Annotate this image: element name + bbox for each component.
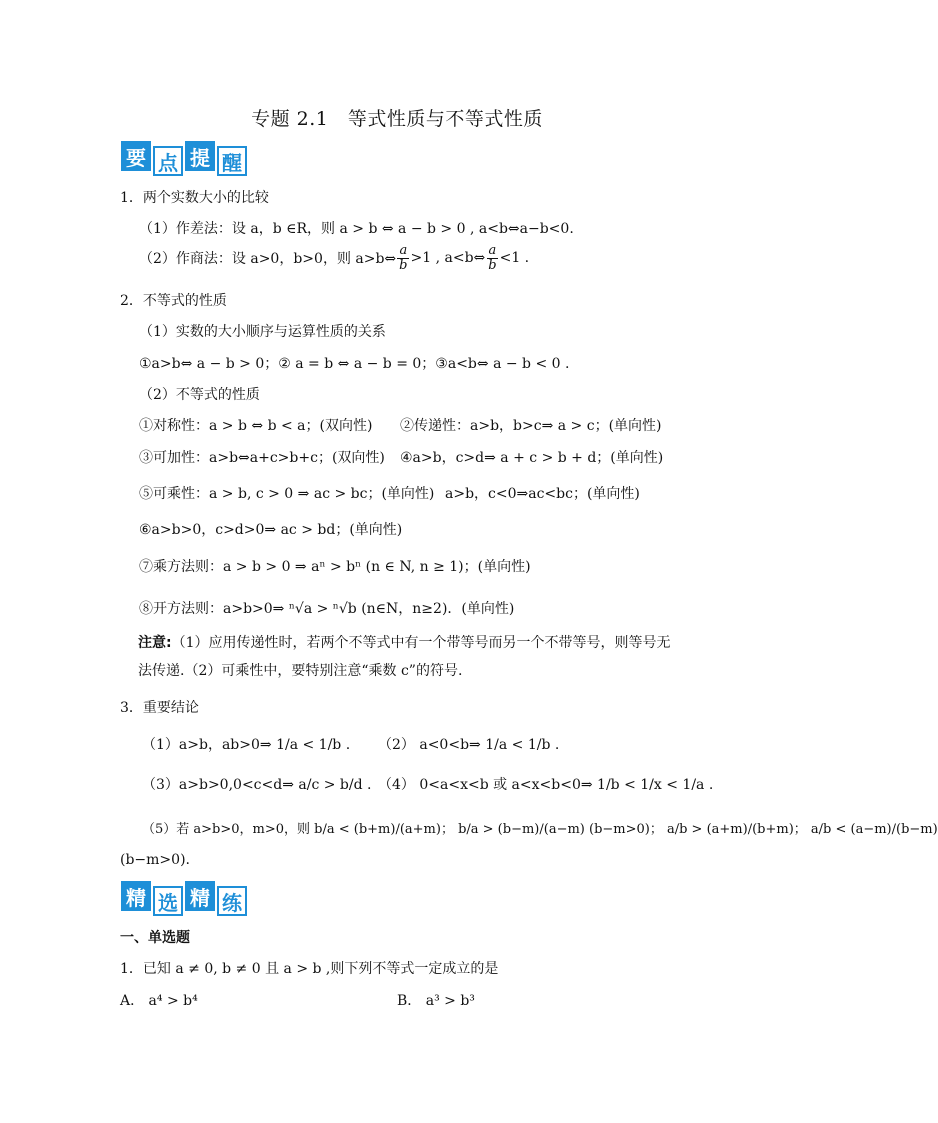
property-power-rule: ⑦乘方法则：a > b > 0 ⇒ aⁿ > bⁿ (n ∈ N, n ≥ 1)；(单向性) bbox=[139, 559, 531, 575]
page-title: 专题 2.1 等式性质与不等式性质 bbox=[251, 108, 543, 130]
badge-char: 练 bbox=[217, 886, 247, 916]
conclusion-1: （1）a>b，ab>0⇒ 1/a < 1/b . bbox=[142, 737, 351, 753]
line2-mid: >1 , a<b⇔ bbox=[410, 250, 486, 267]
section2-sub1: （1）实数的大小顺序与运算性质的关系 bbox=[139, 324, 386, 340]
badge-char: 醒 bbox=[217, 146, 247, 176]
fraction-a-over-b bbox=[486, 244, 498, 272]
exercise-section-heading: 一、单选题 bbox=[120, 930, 190, 946]
badge-char: 精 bbox=[185, 881, 215, 911]
section3-heading: 3．重要结论 bbox=[120, 700, 199, 716]
frac-den: b bbox=[399, 257, 408, 273]
section1-heading: 1．两个实数大小的比较 bbox=[120, 190, 269, 206]
frac-num: a bbox=[488, 243, 497, 258]
key-points-badge bbox=[121, 141, 247, 175]
conclusion-2: （2） a<0<b⇒ 1/a < 1/b . bbox=[378, 737, 560, 753]
option-a: A． a⁴ > b⁴ bbox=[120, 993, 198, 1009]
section1-line2 bbox=[139, 244, 529, 272]
note-label: 注意: bbox=[138, 635, 172, 651]
section2-sub2: （2）不等式的性质 bbox=[139, 387, 260, 403]
note-paragraph bbox=[138, 629, 683, 685]
section1-line1: （1）作差法：设 a，b ∈R，则 a > b ⇔ a − b > 0 , a<b⇔a−b<0. bbox=[139, 221, 574, 237]
frac-num: a bbox=[399, 243, 408, 258]
conclusion-3: （3）a>b>0,0<c<d⇒ a/c > b/d . bbox=[142, 777, 372, 793]
practice-badge bbox=[121, 881, 247, 915]
question-1: 1．已知 a ≠ 0, b ≠ 0 且 a > b ,则下列不等式一定成立的是 bbox=[120, 961, 499, 977]
property-transitivity: ②传递性：a>b，b>c⇒ a > c；(单向性) bbox=[400, 418, 662, 434]
badge-char: 提 bbox=[185, 141, 215, 171]
section2-heading: 2．不等式的性质 bbox=[120, 293, 227, 309]
line2-post: <1 . bbox=[499, 250, 530, 267]
conclusion-5: （5）若 a>b>0，m>0，则 b/a < (b+m)/(a+m)； b/a > (b−m)/(a−m) (b−m>0)； a/b > (a+m)/(b+m)； a/b < (a−m)/(b−m) bbox=[142, 822, 938, 837]
section2-sub1-line: ①a>b⇔ a − b > 0；② a = b ⇔ a − b = 0；③a<b⇔ a − b < 0 . bbox=[139, 356, 570, 372]
badge-char: 点 bbox=[153, 146, 183, 176]
fraction-a-over-b bbox=[397, 244, 409, 272]
line2-pre: （2）作商法：设 a>0，b>0，则 a>b⇔ bbox=[139, 251, 397, 268]
property-multiplicativity-negative: a>b，c<0⇒ac<bc；(单向性) bbox=[445, 486, 640, 502]
conclusion-5-tail: (b−m>0). bbox=[120, 852, 190, 868]
badge-char: 精 bbox=[121, 881, 151, 911]
frac-den: b bbox=[488, 257, 497, 273]
conclusion-4: （4） 0<a<x<b 或 a<x<b<0⇒ 1/b < 1/x < 1/a . bbox=[378, 777, 714, 793]
option-b: B． a³ > b³ bbox=[397, 993, 475, 1009]
note-text: （1）应用传递性时，若两个不等式中有一个带等号而另一个不带等号，则等号无法传递.（2）可乘性中，要特别注意“乘数 c”的符号. bbox=[138, 635, 671, 679]
badge-char: 选 bbox=[153, 886, 183, 916]
property-symmetry: ①对称性：a > b ⇔ b < a；(双向性) bbox=[139, 418, 373, 434]
property-root-rule: ⑧开方法则：a>b>0⇒ ⁿ√a > ⁿ√b (n∈N，n≥2)．(单向性) bbox=[139, 601, 515, 617]
property-additivity: ③可加性：a>b⇔a+c>b+c；(双向性) bbox=[139, 450, 385, 466]
property-add-inequalities: ④a>b，c>d⇒ a + c > b + d；(单向性) bbox=[400, 450, 664, 466]
property-multiply-inequalities: ⑥a>b>0，c>d>0⇒ ac > bd；(单向性) bbox=[139, 522, 403, 538]
property-multiplicativity: ⑤可乘性：a > b, c > 0 ⇒ ac > bc；(单向性) bbox=[139, 486, 435, 502]
badge-char: 要 bbox=[121, 141, 151, 171]
